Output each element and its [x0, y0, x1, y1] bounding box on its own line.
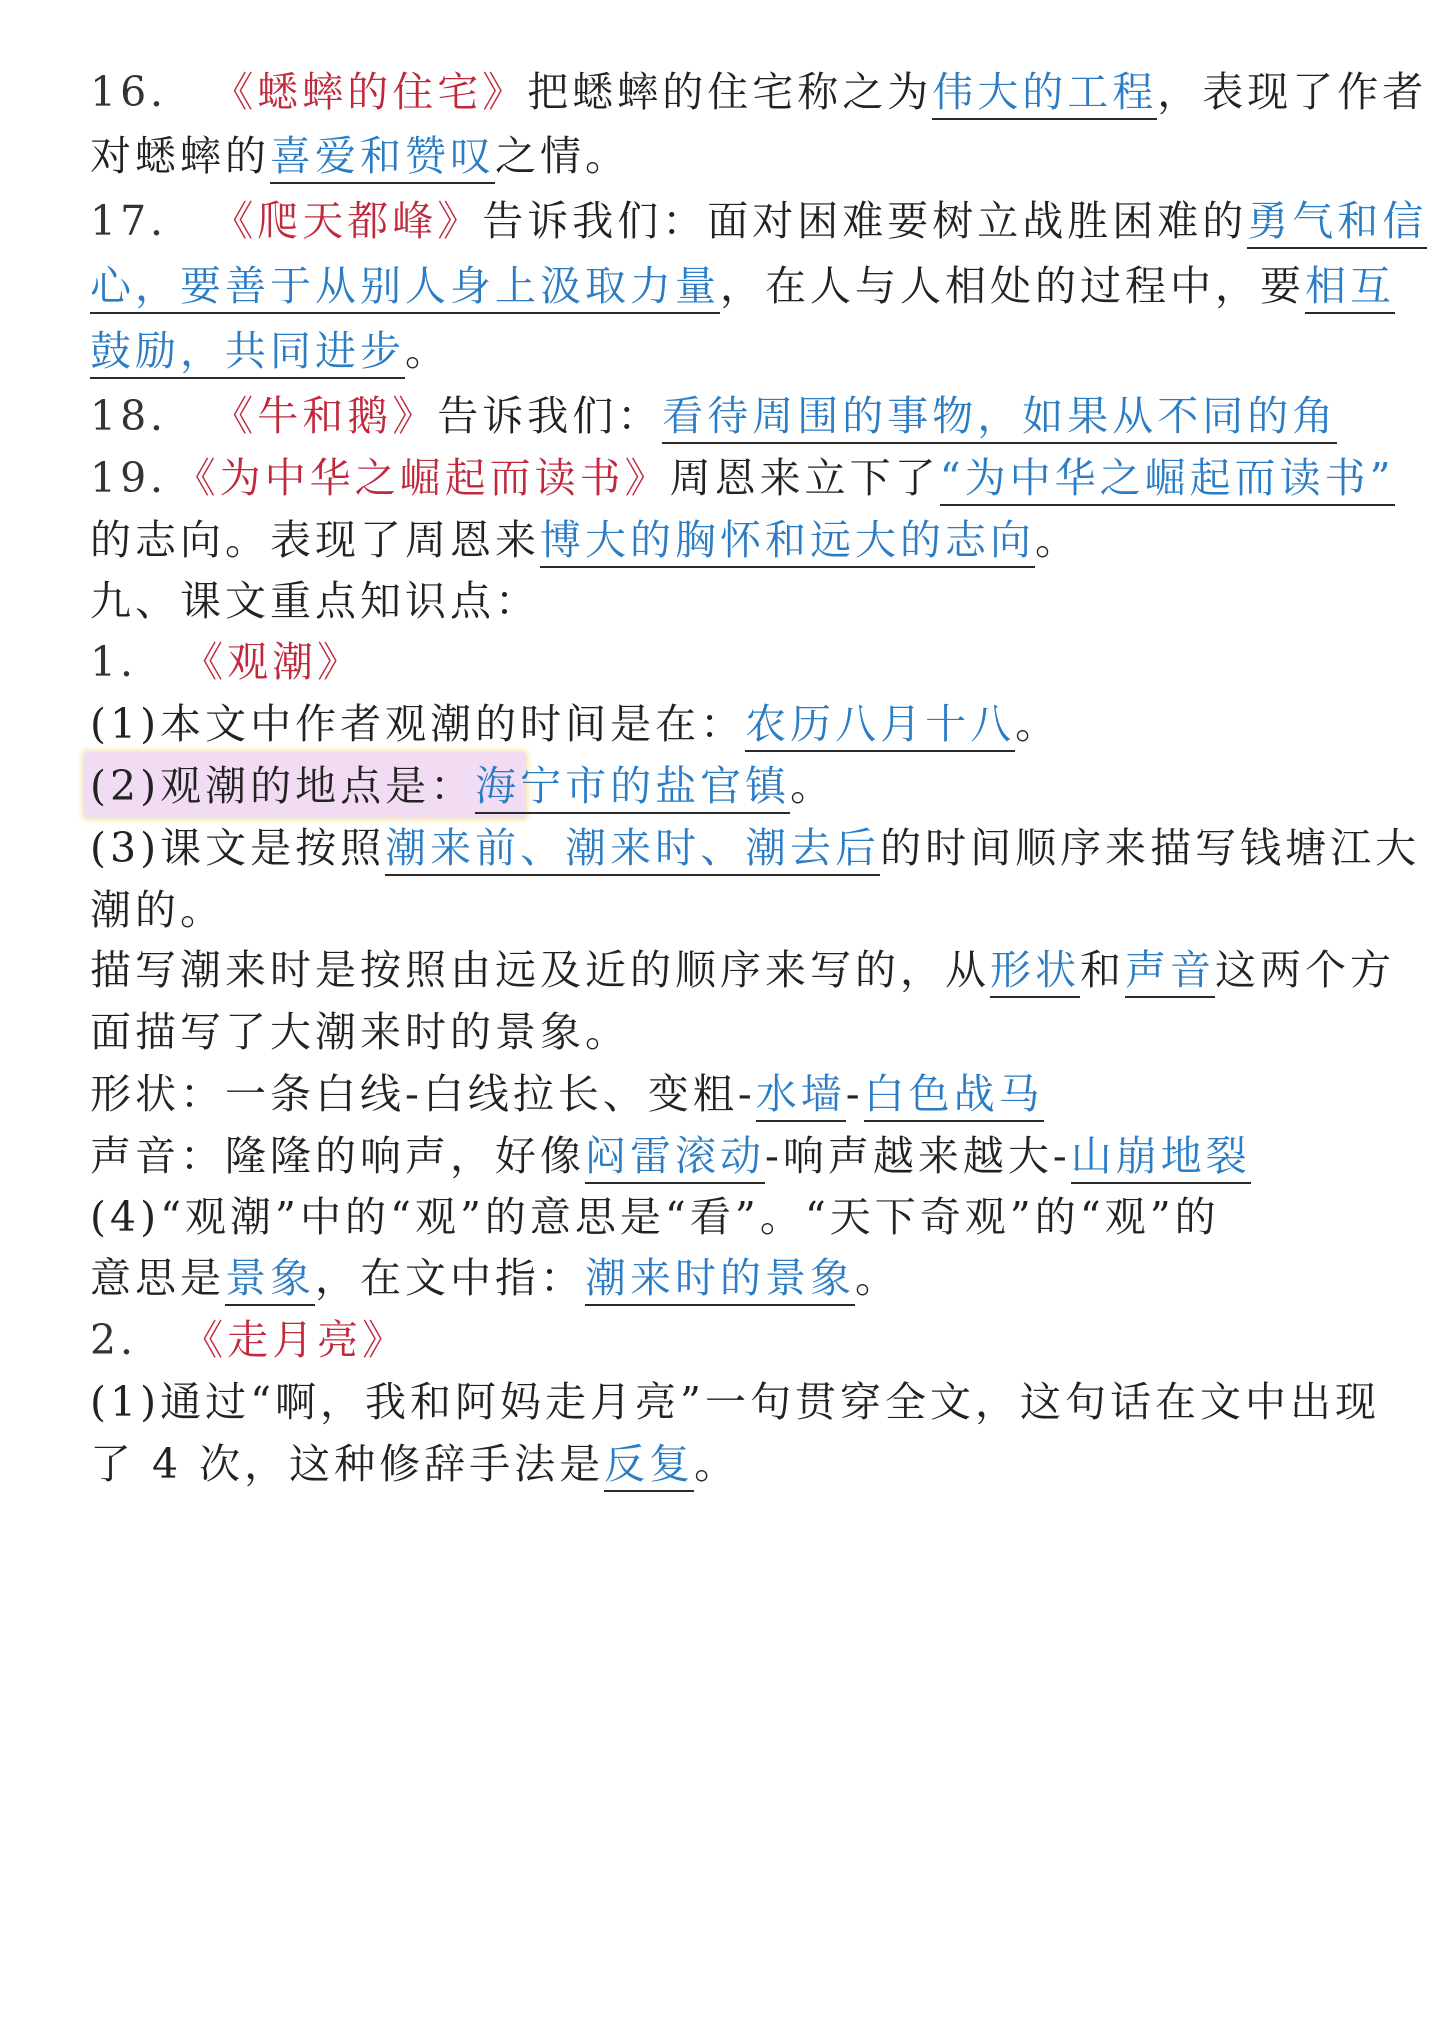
answer-text: 农历八月十八 [745, 700, 1015, 752]
answer-text: 反复 [604, 1440, 694, 1492]
item-number: 1． [90, 638, 183, 686]
item-number: 19． [90, 454, 196, 502]
answer-text: 闷雷滚动 [585, 1132, 765, 1184]
text-segment: (2)观潮的地点是： [90, 762, 476, 810]
lesson-title: 《蟋蟀的住宅》 [212, 68, 528, 116]
text-segment: 意思是 [90, 1254, 225, 1302]
text-segment: 之情。 [495, 132, 630, 180]
item-number: 2． [90, 1316, 183, 1364]
item-1-title [90, 632, 1360, 692]
line-18 [90, 386, 1360, 446]
lesson-title: 《为中华之崛起而读书》 [195, 454, 670, 502]
item-1-q4-b [90, 1248, 1360, 1308]
answer-text: 海宁市的盐官镇 [475, 762, 790, 814]
line-19-a [90, 448, 1395, 508]
answer-text: 潮来时的景象 [585, 1254, 855, 1306]
line-16-b [90, 126, 1360, 186]
text-segment: 把蟋蟀的住宅称之为 [527, 68, 933, 116]
text-segment: 的志向。表现了周恩来 [90, 516, 540, 564]
line-16-a [90, 62, 1428, 122]
text-segment: 声音：隆隆的响声，好像 [90, 1132, 585, 1180]
answer-text: “为中华之崛起而读书” [940, 454, 1395, 506]
text-segment: 这两个方 [1215, 946, 1395, 994]
answer-text: 伟大的工程 [932, 68, 1157, 120]
lesson-title: 《爬天都峰》 [212, 197, 483, 245]
item-1-desc-b [90, 1002, 1360, 1062]
text-segment: (1)通过“啊，我和阿妈走月亮”一句贯穿全文，这句话在文中出现 [90, 1378, 1380, 1426]
lesson-title: 《走月亮》 [182, 1316, 408, 1364]
item-2-title [90, 1310, 1360, 1370]
answer-text: 山崩地裂 [1071, 1132, 1251, 1184]
lesson-title: 《牛和鹅》 [212, 392, 438, 440]
text-segment: (1)本文中作者观潮的时间是在： [90, 700, 746, 748]
item-number: 17． [90, 197, 213, 245]
text-segment: 。 [790, 762, 836, 810]
answer-text: 白色战马 [864, 1070, 1044, 1122]
item-1-q3-a [90, 818, 1421, 878]
text-segment: ，在人与人相处的过程中，要 [720, 262, 1305, 310]
item-2-q1-a [90, 1372, 1380, 1432]
answer-text: 声音 [1125, 946, 1215, 998]
answer-text: 喜爱和赞叹 [270, 132, 495, 184]
text-segment: 潮的。 [90, 886, 225, 934]
text-segment: 告诉我们： [437, 392, 663, 440]
text-segment: 对蟋蟀的 [90, 132, 270, 180]
item-1-shape [90, 1064, 1360, 1124]
line-17-b [90, 256, 1395, 316]
text-segment: 。 [1035, 516, 1080, 564]
text-segment: 和 [1080, 946, 1125, 994]
answer-text: 鼓励，共同进步 [90, 327, 405, 379]
answer-text: 心，要善于从别人身上汲取力量 [90, 262, 720, 314]
section-heading [90, 571, 1360, 631]
text-segment: 面描写了大潮来时的景象。 [90, 1008, 630, 1056]
text-segment: ，在文中指： [315, 1254, 585, 1302]
text-segment: (4)“观潮”中的“观”的意思是“看”。“天下奇观”的“观”的 [90, 1193, 1220, 1241]
answer-text: 水墙 [756, 1070, 846, 1122]
answer-text: 潮来前、潮来时、潮去后 [385, 824, 880, 876]
item-1-desc-a [90, 940, 1395, 1000]
text-segment: 。 [1015, 700, 1061, 748]
line-17-a [90, 191, 1428, 251]
text-segment: -响声越来越大- [765, 1132, 1071, 1180]
text-segment: - [845, 1070, 864, 1118]
answer-text: 相互 [1305, 262, 1395, 314]
item-2-q1-b [90, 1434, 1360, 1494]
text-segment: 的时间顺序来描写钱塘江大 [880, 824, 1421, 872]
text-segment: 了 4 次，这种修辞手法是 [90, 1440, 605, 1488]
item-number: 18． [90, 392, 213, 440]
text-segment: 周恩来立下了 [669, 454, 940, 502]
answer-text: 看待周围的事物，如果从不同的角 [662, 392, 1337, 444]
text-segment: 。 [405, 327, 450, 375]
answer-text: 景象 [225, 1254, 315, 1306]
text-segment: 告诉我们：面对困难要树立战胜困难的 [482, 197, 1248, 245]
item-1-q4-a [90, 1187, 1360, 1247]
text-segment: 描写潮来时是按照由远及近的顺序来写的，从 [90, 946, 990, 994]
text-segment: ，表现了作者 [1157, 68, 1428, 116]
item-1-q3-b [90, 880, 1360, 940]
lesson-title: 《观潮》 [182, 638, 363, 686]
answer-text: 博大的胸怀和远大的志向 [540, 516, 1035, 568]
item-number: 16． [90, 68, 213, 116]
item-1-q2 [90, 756, 1360, 816]
item-1-q1 [90, 694, 1360, 754]
answer-text: 勇气和信 [1247, 197, 1427, 249]
line-19-b [90, 510, 1360, 570]
line-17-c [90, 321, 1360, 381]
text-segment: 。 [694, 1440, 740, 1488]
text-segment: (3)课文是按照 [90, 824, 386, 872]
text-segment: 。 [855, 1254, 900, 1302]
answer-text: 形状 [990, 946, 1080, 998]
text-segment: 九、课文重点知识点： [90, 577, 540, 625]
text-segment: 形状：一条白线-白线拉长、变粗- [90, 1070, 756, 1118]
item-1-sound [90, 1126, 1360, 1186]
